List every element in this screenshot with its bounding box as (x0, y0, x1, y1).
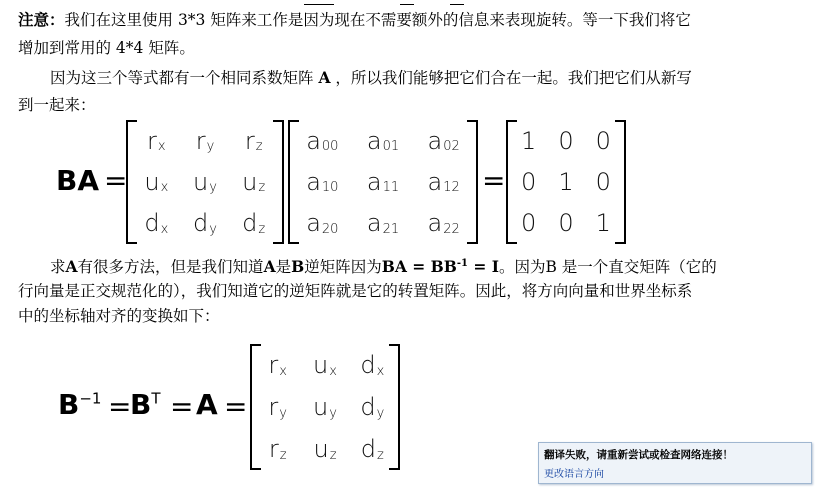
matrix-at-cell: d $_z$ (360, 435, 384, 463)
paragraph3-line1: 求A有很多方法，但是我们知道A是B逆矩阵因为BA = $BB^{-1} = I$。因为B 是一个直交矩阵（它的 (50, 257, 717, 277)
matrix-a-cell: a $_{01}$ (366, 126, 400, 155)
paragraph2-line1 (50, 66, 692, 90)
matrix-a-cell: a $_{20}$ (306, 209, 339, 238)
matrix-b-cell: d $_x$ (144, 209, 169, 238)
paragraph3-line3: 中的坐标轴对齐的变换如下： (18, 307, 220, 325)
identity-cell: 0 (595, 126, 611, 155)
p2-matrix-a: A (318, 68, 331, 87)
note-paragraph-line2: 增加到常用的 4*4 矩阵。 (18, 39, 195, 57)
identity-cell: 1 (558, 167, 574, 196)
translate-error-message: 翻译失败，请重新尝试或检查网络连接！ (544, 449, 733, 461)
identity-grid (506, 120, 626, 244)
eq2-equals-3: = (224, 390, 248, 423)
paragraph3-line2: 行向量是正交规范化的），我们知道它的逆矩阵就是它的转置矩阵。因此，将方向向量和世界坐标系 (18, 282, 693, 300)
matrix-b-cell: u $_y$ (193, 167, 217, 196)
change-language-direction-link[interactable]: 更改语言方向 (544, 469, 604, 480)
eq2-b-inverse: $B^{-1}$ (58, 388, 102, 421)
matrix-b-cell: r $_y$ (195, 126, 215, 155)
matrix-at-grid (250, 344, 400, 470)
matrix-b (126, 120, 284, 244)
matrix-a-transpose (250, 344, 400, 470)
identity-cell: 0 (521, 167, 537, 196)
note-label: 注意： (18, 10, 65, 29)
matrix-a-cell: a $_{21}$ (366, 209, 400, 238)
eq2-b-transpose: $B^T$ (130, 388, 161, 421)
matrix-at-cell: d $_y$ (360, 393, 385, 421)
matrix-a-cell: a $_{11}$ (366, 167, 400, 196)
p2-text-b: ，所以我们能够把它们合在一起。我们把它们从新写 (330, 69, 692, 87)
eq2-equals-1: = (108, 390, 132, 423)
identity-cell: 1 (521, 126, 537, 155)
identity-cell: 1 (595, 209, 611, 238)
clipped-previous-equation (300, 0, 480, 5)
matrix-b-cell: u $_x$ (144, 167, 169, 196)
matrix-b-cell: d $_y$ (193, 209, 217, 238)
matrix-b-cell: u $_z$ (242, 167, 266, 196)
matrix-at-cell: u $_x$ (313, 351, 337, 379)
identity-cell: 0 (558, 209, 574, 238)
eq1-lhs: BA (56, 164, 100, 197)
translate-popup (538, 442, 812, 484)
matrix-at-cell: u $_y$ (313, 393, 337, 421)
matrix-at-cell: r $_x$ (268, 351, 287, 379)
matrix-a-cell: a $_{12}$ (427, 167, 460, 196)
matrix-b-cell: r $_x$ (147, 126, 166, 155)
eq2-a: A (196, 388, 218, 421)
identity-cell: 0 (558, 126, 574, 155)
paragraph2-line2: 到一起来： (18, 96, 96, 114)
matrix-b-cell: r $_z$ (244, 126, 263, 155)
note-paragraph-line1 (18, 8, 691, 32)
matrix-at-cell: r $_z$ (268, 435, 287, 463)
identity-matrix (506, 120, 626, 244)
matrix-a-cell: a $_{02}$ (427, 126, 460, 155)
matrix-a-cell: a $_{10}$ (306, 167, 339, 196)
matrix-a-cell: a $_{22}$ (427, 209, 460, 238)
p2-text-a: 因为这三个等式都有一个相同系数矩阵 (50, 69, 319, 87)
identity-cell: 0 (521, 209, 537, 238)
matrix-a (288, 120, 478, 244)
eq1-equals-2: = (482, 164, 506, 197)
identity-cell: 0 (595, 167, 611, 196)
matrix-at-cell: d $_x$ (360, 351, 385, 379)
eq1-equals: = (104, 164, 128, 197)
eq2-equals-2: = (170, 390, 194, 423)
matrix-a-grid (288, 120, 478, 244)
note-text-line1: 我们在这里使用 3*3 矩阵来工作是因为现在不需要额外的信息来表现旋转。等一下我们将它 (64, 11, 691, 29)
matrix-a-cell: a $_{00}$ (306, 126, 339, 155)
matrix-at-cell: r $_y$ (268, 393, 287, 421)
matrix-at-cell: u $_z$ (313, 435, 337, 463)
matrix-b-grid (126, 120, 284, 244)
matrix-b-cell: d $_z$ (242, 209, 266, 238)
